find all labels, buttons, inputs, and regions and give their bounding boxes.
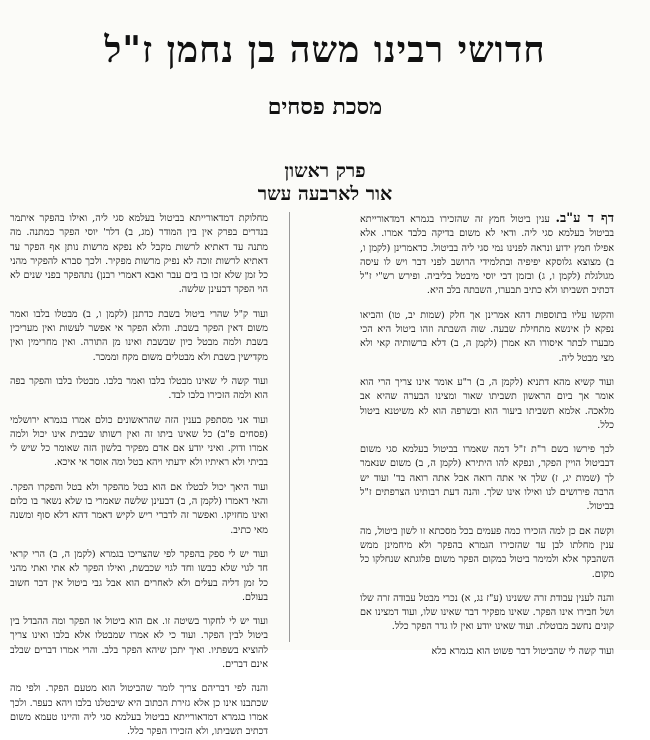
paragraph: ועוד קשיא מהא דתניא (לקמן ה, ב) ר"ע אומר אינו צריך הרי הוא אומר אך ביום הראשון תשביתו שאור ומצינו הבערה שהיא אב מלאכה. אלמא תשביתו ביעור הוא ובשרפה הוא לא משיטנא ביטול כלל. [360, 376, 614, 431]
paragraph [360, 212, 614, 299]
column-divider [289, 212, 290, 642]
right-text-column [360, 211, 614, 657]
paragraph: והנה לפי דבריהם צריך לומר שהביטול הוא מטעם הפקר. ולפי מה שכתבנו אינו כן אלא גזירת הכתוב היא שיבטלנו בלבו ויהא כעפר. ולכך אמרו בגמרא דמדאורייתא בביטול בעלמא סגי ליה והיינו טעמא משום דכתיב תשביתו, ולא הזכירו הפקר כלל. [10, 683, 268, 738]
left-text-column [10, 212, 268, 738]
paragraph: ועוד יש לי ספק בהפקר לפי שהצריכו בגמרא (לקמן ה, ב) הרי קראי חד לגוי שלא כבשו וחד לגוי שכבשת, ואילו הפקר לא אתי ואתי מהני כל זמן דליה בעלים ולא לאחרים הוא אבל גבי ביטול אין דבר חשוב בעולם. [10, 548, 268, 603]
paragraph: ועוד ק"ל שהרי ביטול בשבת כדתנן (לקמן ו, ב) מבטלו בלבו ואמר משום דאין הפקר בשבת. והלא הפקר אי אפשר לעשות ואין מעריכין בשבת ולמה מבטל כיון שבשבת ואינו מן התורה. ואין מחרימין ואין מקדישין בשבת ולא מבטלים משום מקח וממכר. [10, 308, 268, 363]
paragraph: מחלוקת דמדאורייתא בביטול בעלמא סגי ליה, ואילו בהפקר איתמר בנדרים בפרק אין בין המודר (מג, ב) דלר' יוסי הפקר כמתנה. מה מתנה עד דאתיא לרשות מקבל לא נפקא מרשות נותן אף הפקר עד דאתיא לרשות זוכה לא נפיק מרשות מפקיר. ולכך סברא להפקיר מהני כל זמן שלא זכו בו בים עבר ואבא דאמרי רבנן) נתהפקר בפני שנים לא הוי הפקר דבעינן שלשה. [10, 213, 268, 296]
chapter-heading: פרק ראשון [284, 160, 366, 182]
tractate-title: מסכת פסחים [267, 94, 383, 120]
paragraph: ועוד קשה לי שהביטול דבר פשוט הוא בגמרא בלא [431, 645, 614, 657]
paragraph: ועוד קשה לי שאינו מבטלו בלבו ואמר בלבו. מבטלו בלבו והפקר בפה הוא ולמה הזכירו בלבו לבד. [10, 375, 268, 402]
paragraph: וקשה אם כן למה הזכירו כמה פעמים בכל מסכתא זו לשון ביטול, מה ענין מחלתו לבן עד שהזכירו הגמרא בהפקר ולא מיחמינן ממש השהבקר אלא ולמימר ביטול במקום הפקר משום פלוגתא שנחלקו כל מקום. [360, 525, 614, 580]
paragraph: ועוד יש לי לחקור בשיטה זו. אם הוא ביטול או הפקר ומה ההבדל בין ביטול לבין הפקר. ועוד כי לא אמרו שמבטלו אלא בלבו ואינו צריך להוציא בשפתיו. ואיך יתכן שיהא הפקר בלב. והרי אמרו דברים שבלב אינם דברים. [10, 616, 268, 671]
paragraph: לכך פירשו בשם ר"ת ז"ל דמה שאמרו בביטול בעלמא סגי משום דבביטול הויין הפקר, ונפקא להו היתירא (לקמן ה, ב) משום שנאמר לך (שמות יג, ז) שלך אי אתה רואה אבל אתה רואה בד' ועוד יש הרבה פירושים לנו ואילו אינו שלך. והנה דעת רבותינו הצרפתים ז"ל בביטול. [360, 444, 614, 513]
paragraph: ועוד אני מסתפק בענין הזה שהראשונים כולם אמרו בגמרא ירושלמי (פסחים פ"ב) כל שאינו ביתו זה ואין רשותו שבבית אינו יכול ולמה אמרו ודוק. ואיני יודע אם אדם מפקיר בלשון הזה שאומר כל שיש לי בביתי ולא ראיתיו ולא ידעתי ויהא בטל ומה אוסר אי איכא. [10, 414, 268, 469]
page-title: חדושי רבינו משה בן נחמן ז"ל [104, 29, 546, 71]
paragraph-text: ענין ביטול חמץ זה שהזכירו בגמרא דמדאורייתא בביטול בעלמא סגי ליה. ודאי לא משום בדיקה בלבד אמרו. אלא אפילו חמץ ידוע ונראה לפנינו נמי סגי ליה בביטול. כדאמרינן (לקמן ו, ב) מצוצא גלוסקא יפיפיה ובתלמידי הרושב לפני דבר ויש לו עיסה מגולגלת (לקמן ו, ג) ובזמן דבי יוסי מיבטל בליביה. ופירש רש"י ז"ל דכתיב תשביתו ולא כתיב תבערו, השבתה בלב היא. [360, 214, 614, 297]
chapter-name: אור לארבעה עשר [257, 183, 393, 205]
daf-reference: דף ד ע"ב. [555, 211, 614, 226]
paragraph: ועוד היאך יכול לבטלו אם הוא בטל מהפקר ולא בטל והפקרו הפקר. והאי דאמרו (לקמן ה, ב) דבעינן שלשה שאמרי בו שלא נשאר בו כלום ואינו מחזיקו. ואפשר זה לדברי ריש לקיש דאמר דהא דלא סוף ומשנה מאי כתיב. [10, 481, 268, 536]
paragraph: והנה לענין עבודת זרה ששנינו (ע"ז נג, א) נכרי מבטל עבודה זרה שלו ושל חבירו אינו הפקר. שאינו מפקיר דבר שאינו שלו, ועוד דמצינו אם קונים נחשב מבוטלת. ועוד שאינו יודע ואין לו גדר הפקר כלל. [360, 592, 614, 633]
paragraph: והקשו עליו בתוספות דהא אמרינן אך חלק (שמות יב, טו) והביאו נפקא לן אינשא מתחילת שבעה. שוה השבתה וזהו ביטול היא הכי מבערו לבתר איסורו הא אמרן (לקמן ה, ב) דלא ברשותיה קאי ולא מצי מבטל ליה. [360, 309, 614, 364]
